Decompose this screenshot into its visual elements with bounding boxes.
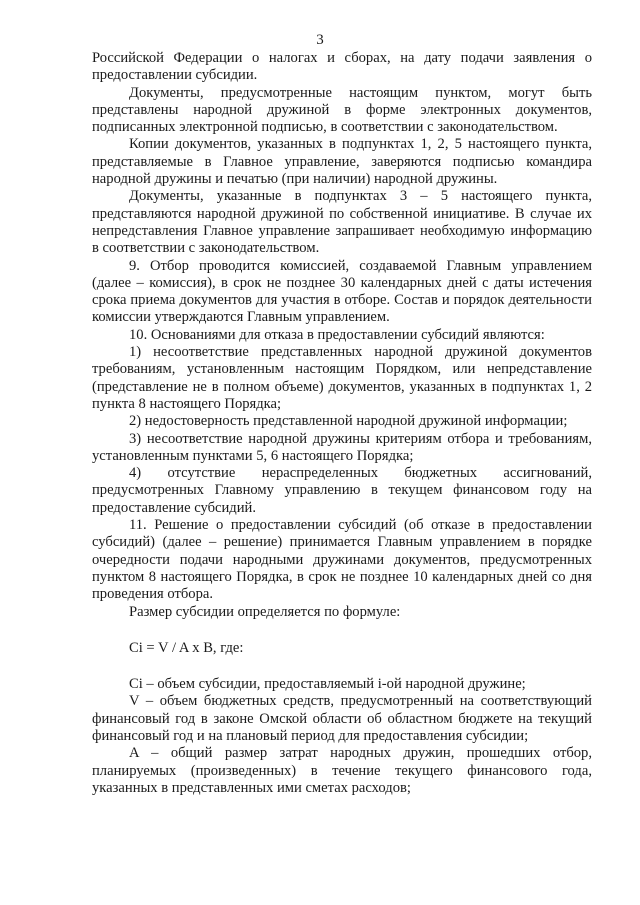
paragraph-document-copies: Копии документов, указанных в подпунктах 1, 2, 5 настоящего пункта, представляемые в Главное управление, заверяются подписью командира народной дружины и печатью (при наличии) народной дружины. bbox=[92, 136, 592, 188]
list-item-10-3: 3) несоответствие народной дружины критериям отбора и требованиям, установленным пунктами 5, 6 настоящего Порядка; bbox=[92, 430, 592, 464]
paragraph-item-10: 10. Основаниями для отказа в предоставлении субсидий являются: bbox=[129, 326, 545, 343]
paragraph-continuation: Российской Федерации о налогах и сборах, на дату подачи заявления о предоставлении субсидии. bbox=[92, 50, 592, 84]
list-item-10-4: 4) отсутствие нераспределенных бюджетных ассигнований, предусмотренных Главному управлению в текущем финансовом году на предоставление субсидий. bbox=[92, 465, 592, 516]
definition-ci: Ci – объем субсидии, предоставляемый i-ой народной дружине; bbox=[129, 676, 526, 693]
definition-v: V – объем бюджетных средств, предусмотренный на соответствующий финансовый год в законе Омской области об областном бюджете на текущий финансовый год и на плановый период для предоставления субсидии; bbox=[92, 693, 592, 744]
paragraph-electronic-documents: Документы, предусмотренные настоящим пунктом, могут быть представлены народной дружиной в форме электронных документов, подписанных электронной подписью, в соответствии с законодательством. bbox=[92, 84, 592, 136]
document-body bbox=[92, 50, 592, 797]
page-number: 3 bbox=[316, 32, 324, 48]
paragraph-formula-intro: Размер субсидии определяется по формуле: bbox=[129, 603, 401, 620]
list-item-10-2: 2) недостоверность представленной народной дружиной информации; bbox=[129, 413, 568, 430]
paragraph-item-11: 11. Решение о предоставлении субсидий (об отказе в предоставлении субсидий) (далее – решение) принимается Главным управлением в порядке очередности подачи народными дружинами документов, предусмотренных пунктом 8 настоящего Порядка, в срок не позднее 10 календарных дней со дня проведения отбора. bbox=[92, 517, 592, 603]
formula: Ci = V / A x B, где: bbox=[129, 639, 244, 656]
paragraph-item-9: 9. Отбор проводится комиссией, создаваемой Главным управлением (далее – комиссия), в срок не позднее 30 календарных дней с даты истечения срока приема документов для участия в отборе. Состав и порядок деятельности комиссии утверждаются Главным управлением. bbox=[92, 257, 592, 326]
list-item-10-1: 1) несоответствие представленных народной дружиной документов требованиям, установленным настоящим Порядком, или непредставление (представление не в полном объеме) документов, указанных в подпунктах 1, 2 пункта 8 настоящего Порядка; bbox=[92, 344, 592, 412]
paragraph-own-initiative: Документы, указанные в подпунктах 3 – 5 настоящего пункта, представляются народной дружиной по собственной инициативе. В случае их непредставления Главное управление запрашивает необходимую информацию в соответствии с законодательством. bbox=[92, 188, 592, 257]
definition-a: A – общий размер затрат народных дружин, прошедших отбор, планируемых (произведенных) в течение текущего финансового года, указанных в представленных ими сметах расходов; bbox=[92, 745, 592, 796]
